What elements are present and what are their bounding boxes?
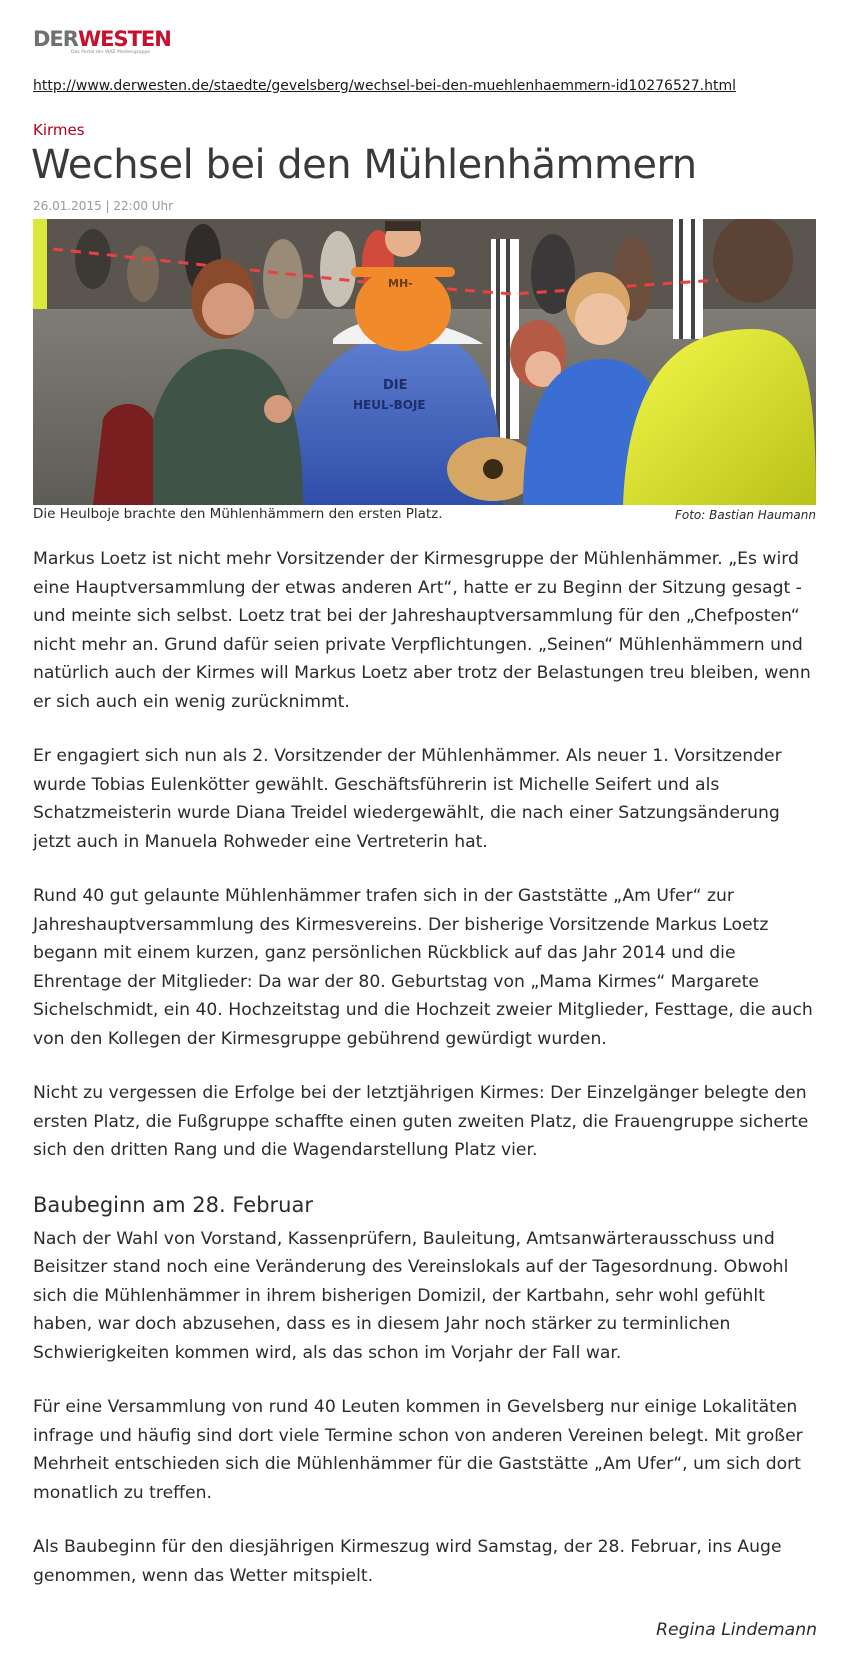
paragraph-5: Nach der Wahl von Vorstand, Kassenprüfern, Bauleitung, Amtsanwärterausschuss und Beisitzer stand noch eine Veränderung des Vereinslokals auf der Tagesordnung. Obwohl sich die Mühlenhämmer in ihrem bisherigen Domizil, der Kartbahn, sehr wohl gefühlt haben, war doch abzusehen, dass es in diesem Jahr noch stärker zu terminlichen Schwierigkeiten kommen wird, als das schon im Vorjahr der Fall war.	[33, 1228, 789, 1363]
logo-tagline: Das Portal der WAZ Mediengruppe	[71, 50, 151, 55]
paragraph-6: Für eine Versammlung von rund 40 Leuten kommen in Gevelsberg nur einige Lokalitäten infrage und häufig sind dort viele Termine schon von anderen Vereinen belegt. Mit großer Mehrheit entschieden sich die Mühlenhämmer für die Gaststätte „Am Ufer“, um sich dort monatlich zu treffen.	[33, 1397, 803, 1503]
paragraph-3: Rund 40 gut gelaunte Mühlenhämmer trafen sich in der Gaststätte „Am Ufer“ zur Jahreshauptversammlung des Kirmesvereins. Der bisherige Vorsitzende Markus Loetz begann mit einem kurzen, ganz persönlichen Rückblick auf das Jahr 2014 und die Ehrentage der Mitglieder: Da war der 80. Geburtstag von „Mama Kirmes“ Margarete Sichelschmidt, ein 40. Hochzeitstag und die Hochzeit zweier Mitglieder, Festtage, die auch von den Kollegen der Kirmesgruppe gebührend gewürdigt wurden.	[33, 886, 813, 1049]
logo-westen-text: WESTEN	[77, 27, 171, 51]
paragraph-2: Er engagiert sich nun als 2. Vorsitzender der Mühlenhämmer. Als neuer 1. Vorsitzender wurde Tobias Eulenkötter gewählt. Geschäftsführerin ist Michelle Seifert und als Schatzmeisterin wurde Diana Treidel wiedergewählt, die nach einer Satzungsänderung jetzt auch in Manuela Rohweder eine Vertreterin hat.	[33, 746, 782, 852]
derwesten-logo[interactable]	[33, 28, 171, 56]
article-author: Regina Lindemann	[656, 1620, 817, 1640]
subheading: Baubeginn am 28. Februar	[33, 1192, 313, 1217]
logo-der-text: DER	[33, 27, 78, 51]
paragraph-4: Nicht zu vergessen die Erfolge bei der letztjährigen Kirmes: Der Einzelgänger belegte den ersten Platz, die Fußgruppe schaffte einen guten zweiten Platz, die Frauengruppe sicherte sich den dritten Rang und die Wagendarstellung Platz vier.	[33, 1083, 809, 1160]
paragraph-7: Als Baubeginn für den diesjährigen Kirmeszug wird Samstag, der 28. Februar, ins Auge genommen, wenn das Wetter mitspielt.	[33, 1537, 782, 1586]
float-label-top: MH-	[388, 277, 413, 290]
paragraph-1: Markus Loetz ist nicht mehr Vorsitzender der Kirmesgruppe der Mühlenhämmer. „Es wird eine Hauptversammlung der etwas anderen Art“, hatte er zu Beginn der Sitzung gesagt - und meinte sich selbst. Loetz trat bei der Jahreshauptversammlung für den „Chefposten“ nicht mehr an. Grund dafür seien private Verpflichtungen. „Seinen“ Mühlenhämmern und natürlich auch der Kirmes will Markus Loetz aber trotz der Belastungen treu bleiben, wenn er sich auch ein wenig zurücknimmt.	[33, 549, 811, 712]
float-label-die: DIE	[383, 378, 408, 393]
article-title: Wechsel bei den Mühlenhämmern	[31, 142, 697, 188]
article-body	[33, 545, 823, 1645]
article-photo	[33, 219, 816, 505]
article-kicker[interactable]: Kirmes	[33, 121, 85, 139]
article-url-link[interactable]: http://www.derwesten.de/staedte/gevelsberg/wechsel-bei-den-muehlenhaemmern-id10276527.html	[33, 78, 737, 94]
article-dateline: 26.01.2015 | 22:00 Uhr	[33, 199, 174, 213]
photo-caption: Die Heulboje brachte den Mühlenhämmern den ersten Platz.	[33, 506, 443, 522]
float-label-heulboje: HEUL-BOJE	[353, 398, 426, 412]
photo-credit: Foto: Bastian Haumann	[674, 508, 816, 522]
